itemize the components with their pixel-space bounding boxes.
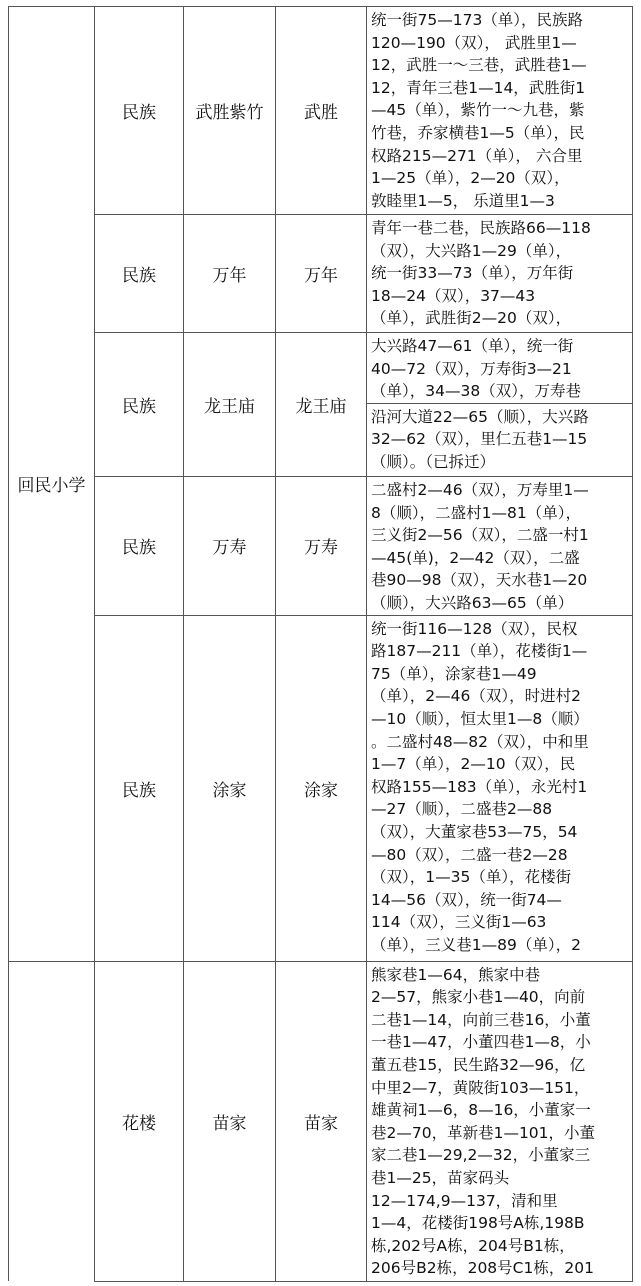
address-line: 14—56（双），统一街74— [371,890,562,909]
area-cell [276,215,367,333]
community-name: 万年 [212,266,247,286]
address-line: 青年一巷二巷，民族路66—118 [371,219,591,237]
district-cell [95,333,184,477]
district-name: 民族 [122,780,156,801]
table-row [9,215,633,333]
address-detail-cell [367,615,633,961]
table-row [9,961,633,1281]
area-cell [276,961,367,1281]
community-name: 涂家 [212,780,247,801]
address-line: 一巷1—47，小董四巷1—8，小 [371,1033,591,1052]
address-line: 大兴路47—61（单），统一街 [371,337,574,355]
address-detail-cell [367,333,633,477]
address-line: 雄黄祠1—6，8—16，小董家一 [371,1101,591,1120]
address-line: 8（顺），二盛村1—81（单）， [371,503,581,522]
address-line: —45(单)，2—42（双），二盛 [371,548,580,567]
community-cell [184,477,276,616]
area-name: 万年 [304,266,338,286]
address-line: 中里2—7，黄陂街103—151， [371,1078,590,1097]
district-name: 花楼 [122,1113,156,1134]
area-name: 万寿 [304,538,338,559]
address-line: 75（单），涂家巷1—49 [371,664,537,683]
community-name: 万寿 [212,538,247,559]
address-line: （单），三义巷1—89（单），2 [371,935,581,954]
address-detail-cell [367,215,633,333]
address-line: 栋,202号A栋，204号B1栋， [371,1236,575,1255]
community-cell [184,215,276,333]
school-name-cell [9,7,95,962]
address-line: （双），大兴路1—29（单）， [371,241,572,260]
area-name: 武胜 [304,103,338,123]
district-name: 民族 [122,538,156,559]
address-line: （顺），大兴路63—65（单） [371,593,574,612]
community-cell [184,333,276,477]
table-row [9,477,633,616]
address-line: （单），34—38（双），万寿巷 [371,382,581,401]
community-cell [184,615,276,961]
table-row [9,615,633,961]
address-line: 。二盛村48—82（双），中和里 [371,732,589,751]
district-cell [95,615,184,961]
address-line: 32—62（双），里仁五巷1—15 [371,430,588,449]
area-cell [276,477,367,616]
address-line: 1—4，花楼街198号A栋,198B [371,1214,585,1233]
district-name: 民族 [122,397,156,417]
address-table [8,6,633,1282]
address-line: 巷2—70，革新巷1—101，小董 [371,1123,596,1142]
area-cell [276,333,367,477]
area-name: 苗家 [304,1113,338,1134]
address-line: （单），2—46（双），时进村2 [371,687,581,706]
district-name: 民族 [122,103,156,123]
address-line: （单），武胜街2—20（双）， [371,309,572,328]
address-line: 熊家巷1—64，熊家中巷 [371,965,541,984]
district-cell [95,215,184,333]
area-name: 涂家 [304,780,338,801]
address-line: 12，武胜一～三巷，武胜巷1— [371,56,587,75]
address-line: —80（双），二盛一巷2—28 [371,845,568,864]
address-line: 统一街75—173（单），民族路 [371,11,584,29]
address-line: 1—7（单），2—10（双），民 [371,755,576,774]
area-name: 龙王庙 [295,397,347,417]
address-detail-cell [367,961,633,1281]
address-line: 巷1—25，苗家码头 [371,1168,510,1187]
community-cell [184,7,276,215]
community-name: 龙王庙 [204,397,255,417]
district-cell [95,961,184,1281]
address-line: 统一街33—73（单），万年街 [371,264,574,283]
address-line: （双），1—35（单），花楼街 [371,868,572,887]
address-line: 三义街2—56（双），二盛一村1 [371,526,589,545]
address-line: 沿河大道22—65（顺），大兴路 [371,407,589,426]
district-cell [95,477,184,616]
address-line: 权路155—183（单），永光村1 [371,777,588,796]
address-line: 2—57，熊家小巷1—40，向前 [371,988,586,1007]
address-line: 40—72（双），万寿街3—21 [371,359,572,378]
address-line: 路187—211（单），花楼街1— [371,642,588,661]
address-line: —27（顺），二盛巷2—88 [371,800,553,819]
address-line: 二盛村2—46（双），万寿里1— [371,481,589,499]
address-detail-cell [367,477,633,616]
address-line: 206号B2栋，208号C1栋，201 [371,1259,594,1278]
address-line: 家二巷1—29,2—32，小董家三 [371,1146,591,1165]
district-name: 民族 [122,266,156,286]
address-line: 统一街116—128（双），民权 [371,619,578,638]
address-line: —10（顺），恒太里1—8（顺） [371,709,589,728]
table-row [9,7,633,215]
address-line: （双），大董家巷53—75，54 [371,822,578,841]
address-line: 董五巷15，民生路32—96，亿 [371,1055,586,1074]
community-name: 武胜紫竹 [195,103,264,123]
district-cell [95,7,184,215]
community-name: 苗家 [212,1113,247,1134]
address-line: 竹巷，乔家横巷1—5（单），民 [371,123,585,142]
address-line: 114（双），三义街1—63 [371,913,547,932]
address-line: 敦睦里1—5， 乐道里1—3 [371,191,555,210]
address-line: 12—174,9—137，清和里 [371,1191,558,1210]
address-line: 1—25（单），2—20（双）， [371,169,570,188]
address-detail-cell [367,7,633,215]
address-line: 18—24（双），37—43 [371,286,536,305]
area-cell [276,615,367,961]
address-line: 12，青年三巷1—14，武胜街1 [371,78,586,97]
address-line: 120—190（双）， 武胜里1— [371,33,577,52]
address-subcell [367,403,632,474]
area-cell [276,7,367,215]
address-line: 二巷1—14，向前三巷16，小董 [371,1010,591,1029]
table-row [9,333,633,477]
address-line: —45（单），紫竹一～九巷，紫 [371,101,585,120]
school-name-cell [9,961,95,1281]
community-cell [184,961,276,1281]
address-line: 权路215—271（单）， 六合里 [371,146,583,165]
address-line: 巷90—98（双），天水巷1—20 [371,571,588,590]
school-name: 回民小学 [17,476,86,497]
address-line: （顺）。（已拆迁） [371,452,496,471]
